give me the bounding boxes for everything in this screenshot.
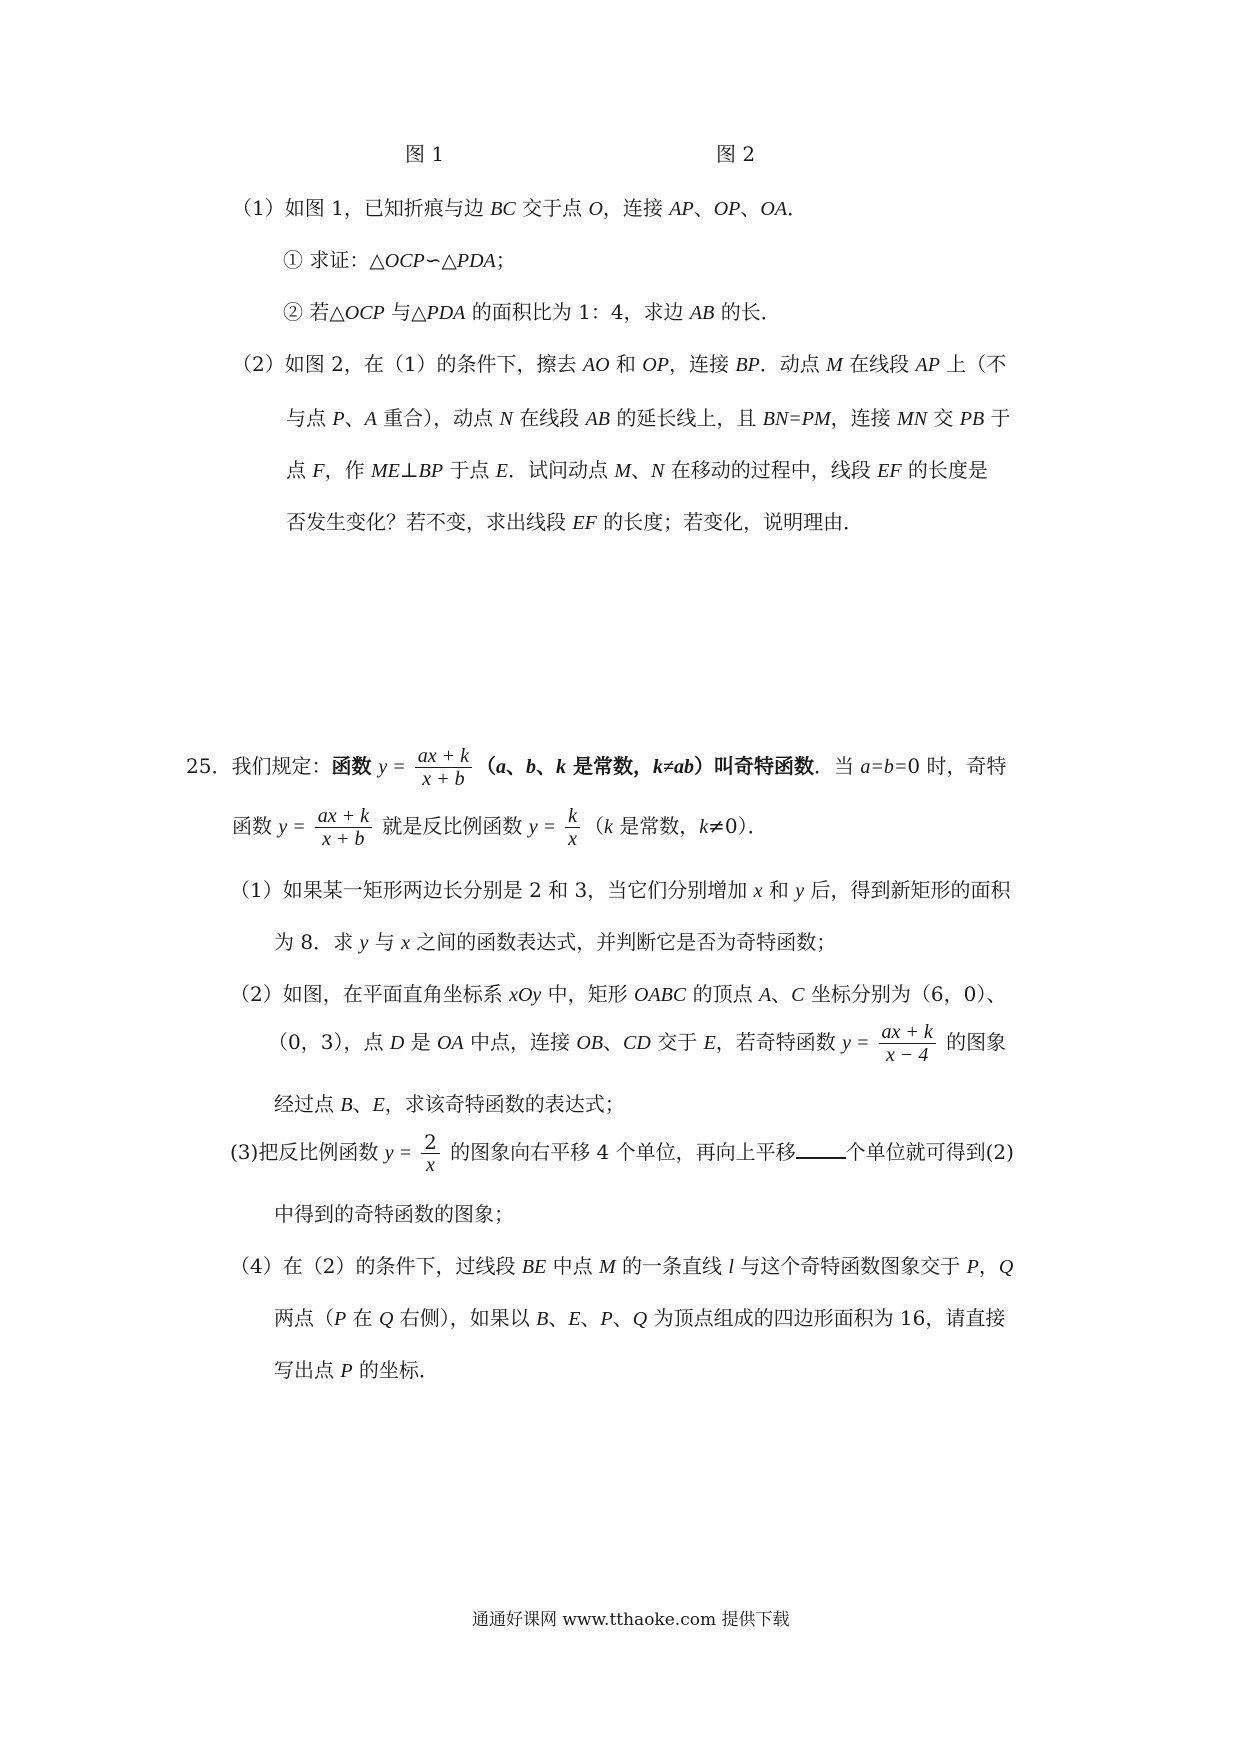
text: 如图 2，在（1）的条件下，擦去: [284, 352, 583, 376]
text: 与: [368, 930, 402, 954]
text: 、: [693, 196, 714, 220]
math-var: k: [603, 816, 613, 838]
text: ．: [787, 196, 808, 220]
math-var: k: [556, 756, 567, 778]
math-var: C: [791, 984, 805, 1006]
q24-part2-line4: [286, 508, 863, 537]
numerator: ax + k: [315, 805, 372, 828]
text: 中得到的奇特函数的图象；: [274, 1202, 514, 1226]
text: 是: [404, 1030, 437, 1054]
denominator: x + b: [422, 768, 465, 790]
text: 重合），动点: [376, 406, 500, 430]
text: （0，3），点: [268, 1030, 390, 1054]
math-var: B: [340, 1094, 353, 1116]
math-var: BP: [418, 460, 444, 482]
text: 右侧），如果以: [393, 1306, 537, 1330]
text: 在（2）的条件下，过线段: [282, 1254, 522, 1278]
math-var: OCP: [384, 250, 425, 272]
text: 的图象: [939, 1030, 1007, 1054]
math-var: OP: [642, 354, 669, 376]
math-var: b: [526, 756, 537, 778]
math-var: BE: [521, 1256, 547, 1278]
math-var: k≠ab: [653, 756, 694, 778]
math-var: y =: [842, 1032, 875, 1054]
q25-part2-line1: [230, 980, 1006, 1009]
math-var: Q: [378, 1308, 394, 1330]
q25-part1-line1: [230, 876, 1010, 905]
text: 和: [762, 878, 796, 902]
math-var: M: [614, 460, 632, 482]
q25-intro-line2: [232, 802, 768, 851]
math-var: BN=PM: [762, 408, 831, 430]
text: 后，得到新矩形的面积: [804, 878, 1011, 902]
text: 如图，在平面直角坐标系: [282, 982, 510, 1006]
text: ，求该奇特函数的表达式；: [384, 1092, 625, 1116]
math-var: y =: [528, 816, 562, 838]
text: ② 若△: [283, 300, 345, 324]
math-var: x: [401, 932, 410, 954]
q24-part2-line3: [286, 456, 988, 485]
fraction-ax-k-over-x-b: [415, 745, 472, 790]
numerator: 2: [421, 1131, 440, 1154]
text: 把反比例函数: [258, 1140, 385, 1164]
math-var: E: [703, 1032, 716, 1054]
text: 和: [609, 352, 643, 376]
math-var: y: [359, 932, 369, 954]
math-var: Q: [998, 1256, 1014, 1278]
text: 于点: [443, 458, 496, 482]
denominator: x − 4: [885, 1044, 929, 1066]
numerator: ax + k: [415, 745, 472, 768]
part-label: （2）: [230, 982, 283, 1006]
text: 函数: [331, 754, 379, 778]
part-label: （4）: [230, 1254, 283, 1278]
text: ⊥: [399, 458, 419, 482]
text: 如果某一矩形两边长分别是 2 和 3，当它们分别增加: [282, 878, 754, 902]
text: ．动点: [759, 352, 827, 376]
math-var: F: [312, 460, 325, 482]
text: ，连接: [668, 352, 736, 376]
text: 交: [927, 406, 960, 430]
math-var: a=b=: [860, 756, 908, 778]
math-var: P: [966, 1256, 979, 1278]
text: ≠0）．: [708, 814, 768, 838]
question-number: 25．: [186, 754, 232, 778]
text: 、: [603, 1030, 624, 1054]
text: 0 时，奇特: [907, 754, 1007, 778]
math-var: AP: [669, 198, 694, 220]
text: 、: [580, 1306, 601, 1330]
text: 经过点: [274, 1092, 341, 1116]
math-var: EF: [877, 460, 902, 482]
q24-part1-intro: [232, 194, 807, 223]
math-var: D: [389, 1032, 405, 1054]
text: 个单位就可得到(2): [845, 1140, 1014, 1164]
math-var: N: [651, 460, 665, 482]
math-var: l: [728, 1256, 734, 1278]
math-var: P: [334, 1308, 347, 1330]
numerator: k: [565, 805, 580, 828]
figure-1-caption: 图 1: [405, 142, 445, 166]
part-label: （2）: [232, 352, 285, 376]
math-var: y: [795, 880, 805, 902]
numerator: ax + k: [879, 1021, 936, 1044]
text: 我们规定：: [231, 754, 332, 778]
text: 、: [740, 196, 761, 220]
q24-part2-line1: [232, 350, 1006, 379]
text: 之间的函数表达式，并判断它是否为奇特函数；: [409, 930, 837, 954]
math-var: O: [588, 198, 603, 220]
text: ，连接: [602, 196, 670, 220]
math-var: xOy: [509, 984, 542, 1006]
part-label: (3): [230, 1140, 259, 1164]
q24-part2-line2: [286, 404, 1011, 433]
text: 坐标分别为（6，0）、: [804, 982, 1007, 1006]
math-var: E: [568, 1308, 581, 1330]
math-var: x: [753, 880, 763, 902]
math-var: A: [364, 408, 377, 430]
q25-part2-line2: [268, 1018, 1006, 1067]
q24-part1-item2: [283, 298, 781, 327]
text: 的坐标．: [352, 1358, 439, 1382]
text: ）叫奇特函数: [694, 754, 814, 778]
math-var: OA: [436, 1032, 464, 1054]
text: 交于点: [515, 196, 589, 220]
math-var: BP: [735, 354, 760, 376]
math-var: M: [598, 1256, 616, 1278]
fraction-ax-k-over-x-b: [315, 805, 372, 850]
text: 在线段: [842, 352, 916, 376]
math-var: P: [600, 1308, 613, 1330]
text: ；: [495, 248, 516, 272]
math-var: y =: [384, 1142, 418, 1164]
denominator: x + b: [322, 828, 365, 850]
text: （: [476, 754, 497, 778]
text: 函数: [232, 814, 279, 838]
fraction-2-over-x: [421, 1131, 440, 1176]
part-label: （1）: [230, 878, 283, 902]
text: 的长度；若变化，说明理由．: [596, 510, 864, 534]
math-var: ME: [370, 460, 400, 482]
text: 写出点: [274, 1358, 341, 1382]
math-var: B: [536, 1308, 549, 1330]
math-var: a: [496, 756, 507, 778]
q25-part4-line2: [274, 1304, 1005, 1333]
text: 在线段: [512, 406, 586, 430]
text: 是常数，: [566, 754, 654, 778]
text: 、: [548, 1306, 569, 1330]
text: ，连接: [830, 406, 898, 430]
text: 是常数，: [612, 814, 700, 838]
text: 为顶点组成的四边形面积为 16，请直接: [647, 1306, 1006, 1330]
text: ．当: [814, 754, 861, 778]
math-var: AB: [585, 408, 611, 430]
math-var: PDA: [426, 302, 466, 324]
text: 的面积比为 1：4，求边: [465, 300, 690, 324]
text: 为 8．求: [274, 930, 360, 954]
text: 否发生变化？若不变，求出线段: [286, 510, 573, 534]
text: ① 求证：△: [283, 248, 385, 272]
math-var: OB: [576, 1032, 604, 1054]
denominator: x: [426, 1154, 435, 1176]
math-var: BC: [490, 198, 516, 220]
math-var: AP: [915, 354, 940, 376]
math-var: A: [758, 984, 772, 1006]
math-var: E: [372, 1094, 385, 1116]
math-var: CD: [623, 1032, 651, 1054]
text: 与这个奇特函数图象交于: [733, 1254, 967, 1278]
text: 中点: [546, 1254, 599, 1278]
math-var: y =: [278, 816, 311, 838]
text: ，若奇特函数: [715, 1030, 843, 1054]
page-footer: 通通好课网 www.tthaoke.com 提供下载: [472, 1610, 790, 1630]
text: 交于: [650, 1030, 704, 1054]
text: 的图象向右平移 4 个单位，再向上平移: [443, 1140, 796, 1164]
math-var: OABC: [634, 984, 687, 1006]
math-var: PDA: [456, 250, 496, 272]
text: 中点，连接: [463, 1030, 577, 1054]
text: 如图 1，已知折痕与边: [284, 196, 491, 220]
fraction-ax-k-over-x-4: [879, 1021, 936, 1066]
math-var: k: [699, 816, 709, 838]
q25-part4-line3: [274, 1356, 439, 1385]
math-var: P: [340, 1360, 353, 1382]
text: 两点（: [274, 1306, 334, 1330]
text: 、: [771, 982, 792, 1006]
text: 于: [984, 406, 1011, 430]
q25-intro-line1: [186, 742, 1006, 791]
math-var: N: [499, 408, 513, 430]
q25-part3-line2: [274, 1200, 514, 1228]
math-var: P: [332, 408, 345, 430]
q25-part1-line2: [274, 928, 836, 957]
text: 、: [352, 1092, 373, 1116]
q25-part4-line1: [230, 1252, 1013, 1281]
math-var: EF: [572, 512, 597, 534]
math-var: M: [826, 354, 843, 376]
text: 中，矩形: [541, 982, 635, 1006]
text: ∽△: [424, 248, 457, 272]
text: 上（不: [939, 352, 1007, 376]
math-var: AB: [689, 302, 715, 324]
part-label: （1）: [232, 196, 285, 220]
text: 就是反比例函数: [375, 814, 529, 838]
text: ，作: [324, 458, 371, 482]
denominator: x: [568, 828, 577, 850]
text: 点: [286, 458, 313, 482]
text: 在: [346, 1306, 379, 1330]
math-var: y =: [378, 756, 411, 778]
answer-blank[interactable]: [796, 1137, 846, 1159]
text: （: [583, 814, 604, 838]
q25-part2-line3: [274, 1090, 625, 1119]
q25-part3-line1: [230, 1128, 1014, 1177]
math-var: OA: [760, 198, 788, 220]
text: 与△: [384, 300, 427, 324]
text: 、: [631, 458, 652, 482]
math-var: OCP: [344, 302, 385, 324]
text: 的顶点: [686, 982, 759, 1006]
text: 与点: [286, 406, 333, 430]
figure-2-caption: 图 2: [716, 142, 756, 166]
math-var: MN: [897, 408, 928, 430]
math-var: E: [495, 460, 509, 482]
text: 、: [506, 754, 527, 778]
text: 的一条直线: [615, 1254, 729, 1278]
text: 、: [612, 1306, 633, 1330]
fraction-k-over-x: [565, 805, 580, 850]
text: 的延长线上，且: [610, 406, 763, 430]
math-var: Q: [632, 1308, 648, 1330]
text: 、: [536, 754, 557, 778]
text: 的长．: [714, 300, 781, 324]
math-var: PB: [959, 408, 985, 430]
math-var: OP: [713, 198, 741, 220]
q24-part1-item1: [283, 246, 516, 275]
text: ．试问动点: [508, 458, 615, 482]
math-var: AO: [582, 354, 610, 376]
text: 在移动的过程中，线段: [664, 458, 878, 482]
text: 的长度是: [901, 458, 988, 482]
text: ，: [978, 1254, 999, 1278]
text: 、: [344, 406, 365, 430]
